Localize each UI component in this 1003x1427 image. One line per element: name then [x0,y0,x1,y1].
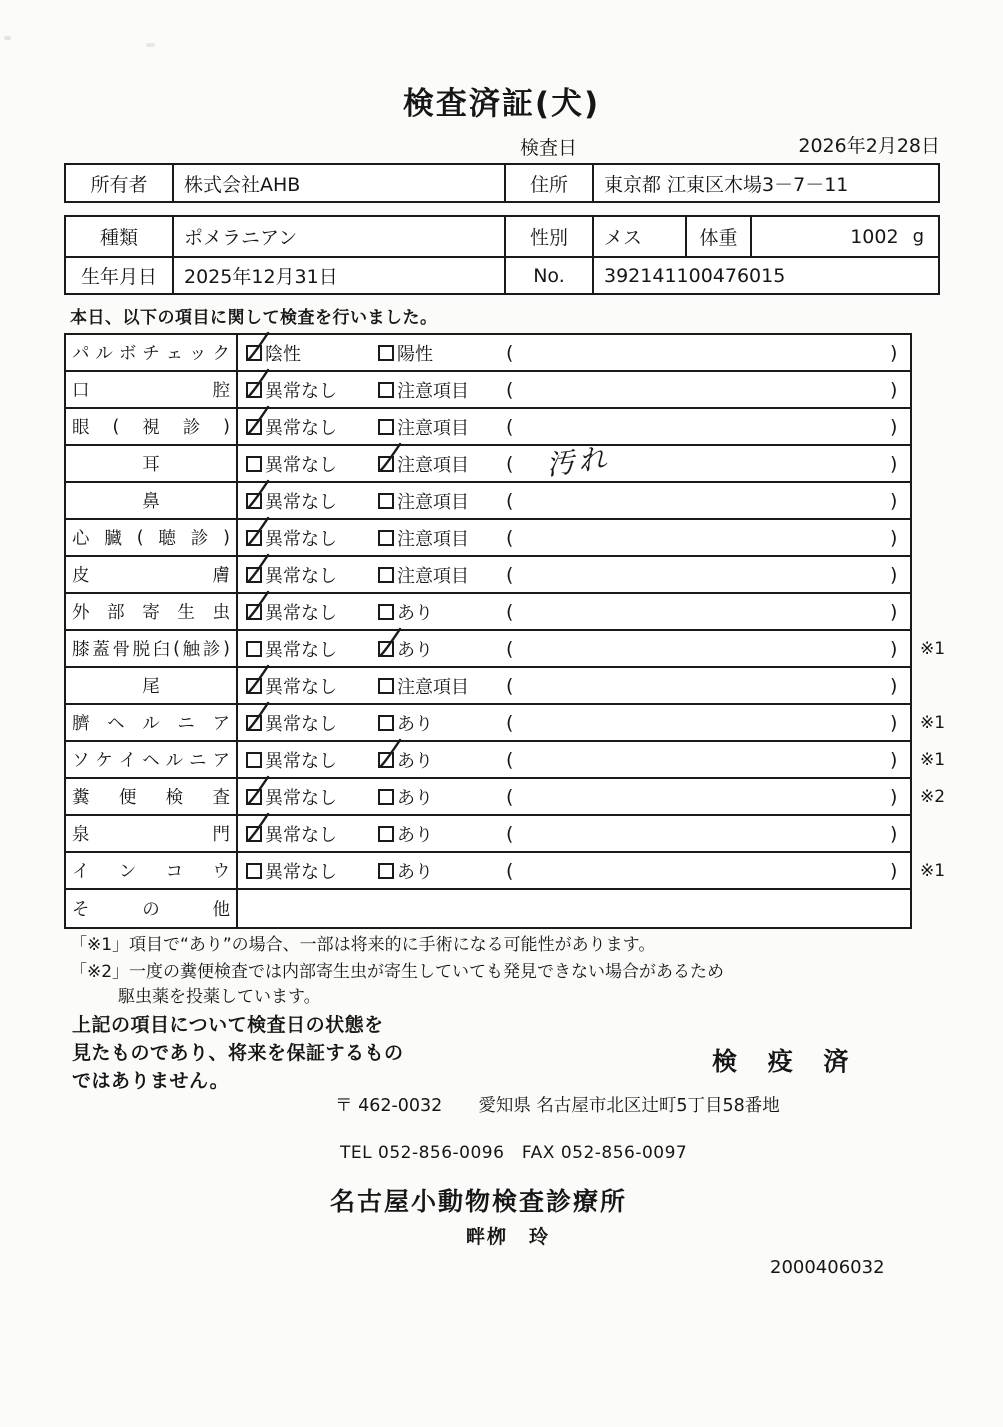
inspection-table [64,333,946,929]
checkbox-unchecked-icon [378,567,394,583]
checkbox-option-label: 陰性 [265,343,301,365]
footnote-1: 「※1」項目で“あり”の場合、一部は将来的に手術になる可能性があります。 [70,935,656,955]
paren-close: ) [890,415,898,438]
checkbox-option-label: 異常なし [265,639,337,661]
checkbox-unchecked-icon [378,826,394,842]
inspection-item-label: イ ン コ ウ [66,853,238,888]
inspection-row-content [238,520,910,555]
checkbox-option-label: 異常なし [265,750,337,772]
weight-unit: g [912,226,924,247]
checkbox-unchecked-icon [378,382,394,398]
checkbox-checked-icon [246,567,262,583]
checkbox-option [378,372,469,407]
paren-close: ) [890,526,898,549]
checkbox-option-label: 注意項目 [397,528,469,550]
paren-close: ) [890,785,898,808]
scan-artifact [4,36,11,40]
paren-close: ) [890,563,898,586]
paren-close: ) [890,859,898,882]
inspection-row [66,705,946,742]
checkbox-option [246,594,337,629]
inspection-item-label: 耳 [66,446,238,481]
paren-open: ( [506,748,514,771]
clinic-address-row [335,1092,780,1117]
checkbox-option-label: 異常なし [265,824,337,846]
inspection-item-label: パ ル ボ チ ェ ッ ク [66,335,238,370]
checkbox-option-label: 異常なし [265,602,337,624]
checkbox-checked-icon [246,604,262,620]
weight-label: 体重 [685,217,750,256]
checkbox-option [246,557,337,592]
checkbox-checked-icon [378,456,394,472]
owner-value: 株式会社AHB [172,165,504,201]
checkbox-option-label: あり [397,639,433,661]
paren-close: ) [890,822,898,845]
inspection-row [66,594,910,631]
tel-fax: TEL 052-856-0096 FAX 052-856-0097 [340,1143,688,1163]
paren-close: ) [890,674,898,697]
checkbox-option [378,446,469,481]
checkbox-checked-icon [246,715,262,731]
checkbox-unchecked-icon [378,345,394,361]
paren-open: ( [506,637,514,660]
paren-close: ) [890,452,898,475]
checkbox-checked-icon [246,419,262,435]
weight-value-cell [750,217,938,256]
exam-date-label: 検査日 [520,137,578,159]
paren-close: ) [890,600,898,623]
birth-label: 生年月日 [80,266,157,288]
paren-open: ( [506,859,514,882]
checkbox-unchecked-icon [378,493,394,509]
animal-table [64,215,940,295]
footnote-mark: ※2 [920,786,946,807]
inspection-row [66,520,910,557]
inspection-row [66,631,946,668]
checkbox-option-label: 注意項目 [397,454,469,476]
footnote-mark: ※1 [920,638,946,659]
checkbox-option [246,816,337,851]
inspection-row [66,816,910,853]
paren-close: ) [890,341,898,364]
inspection-row-content [238,668,910,703]
breed-label: 種類 [99,227,138,249]
inspection-row [66,441,910,483]
checkbox-option [246,520,337,555]
weight-value: 1002 [850,225,899,248]
disclaimer-line1: 上記の項目について検査日の状態を [72,1014,384,1036]
checkbox-option-label: 注意項目 [397,676,469,698]
disclaimer-line3: ではありません。 [72,1070,230,1092]
checkbox-option [378,742,433,777]
checkbox-unchecked-icon [246,456,262,472]
checkbox-option [378,483,469,518]
checkbox-checked-icon [378,641,394,657]
checkbox-option [378,557,469,592]
checkbox-option [378,335,433,370]
checkbox-option [246,705,337,740]
checkbox-option-label: 注意項目 [397,565,469,587]
checkbox-unchecked-icon [378,678,394,694]
inspection-item-label: ソ ケ イ ヘ ル ニ ア [66,742,238,777]
inspection-row-content [238,742,910,777]
address-label: 住所 [504,165,592,201]
checkbox-option [378,409,469,444]
checkbox-option-label: 異常なし [265,713,337,735]
clinic-name: 名古屋小動物検査診療所 [330,1187,628,1216]
checkbox-option [378,779,433,814]
exam-date-value: 2026年2月28日 [798,135,940,157]
scan-artifact [146,43,155,47]
checkbox-option-label: 異常なし [265,417,337,439]
checkbox-option [246,631,337,666]
paren-open: ( [506,785,514,808]
checkbox-unchecked-icon [246,752,262,768]
inspection-row-content [238,705,910,740]
paren-close: ) [890,748,898,771]
checkbox-checked-icon [378,752,394,768]
checkbox-option [246,446,337,481]
checkbox-option-label: 異常なし [265,861,337,883]
footnote-2-line2: 駆虫薬を投薬しています。 [118,987,321,1007]
serial-number: 2000406032 [770,1257,885,1278]
paren-open: ( [506,452,514,475]
paren-open: ( [506,415,514,438]
footnote-mark: ※1 [920,749,946,770]
paren-open: ( [506,378,514,401]
checkbox-option-label: 注意項目 [397,380,469,402]
paren-open: ( [506,674,514,697]
inspection-item-label: 外 部 寄 生 虫 [66,594,238,629]
paren-open: ( [506,563,514,586]
sex-value: メス [592,217,685,256]
handwritten-note: 汚れ [544,441,612,482]
checkbox-option [246,853,337,888]
inspection-row-content [238,441,910,482]
examiner-name: 畔栁 玲 [466,1226,551,1248]
inspection-row [66,890,910,927]
checkbox-option [378,594,433,629]
clinic-address: 愛知県 名古屋市北区辻町5丁目58番地 [478,1096,780,1116]
inspection-row [66,853,946,890]
owner-table [64,163,940,203]
paren-close: ) [890,489,898,512]
footnote-mark: ※1 [920,860,946,881]
paren-close: ) [890,711,898,734]
certificate-no-label: No. [504,258,592,293]
inspection-row-content [238,890,910,927]
checkbox-option-label: 異常なし [265,787,337,809]
paren-open: ( [506,489,514,512]
checkbox-option-label: あり [397,750,433,772]
checkbox-option-label: 異常なし [265,491,337,513]
inspection-row [66,668,910,705]
checkbox-checked-icon [246,678,262,694]
disclaimer-line2: 見たものであり、将来を保証するもの [72,1042,404,1064]
inspection-row-content [238,853,910,888]
checkbox-option-label: 異常なし [265,528,337,550]
checkbox-option-label: 異常なし [265,454,337,476]
inspection-row-content [238,557,910,592]
checkbox-option-label: あり [397,713,433,735]
checkbox-unchecked-icon [246,641,262,657]
inspection-row [66,742,946,779]
inspection-item-label: 膝 蓋 骨 脱 臼 ( 触 診 ) [66,631,238,666]
inspection-item-label: 皮 膚 [66,557,238,592]
paren-open: ( [506,822,514,845]
checkbox-unchecked-icon [378,863,394,879]
checkbox-checked-icon [246,530,262,546]
checkbox-option-label: 注意項目 [397,491,469,513]
checkbox-unchecked-icon [246,863,262,879]
inspection-row-content [238,631,910,666]
quarantine-stamp: 検 疫 済 [712,1047,860,1076]
inspection-row [66,557,910,594]
checkbox-option [378,816,433,851]
checkbox-option [246,483,337,518]
inspection-row-content [238,483,910,518]
inspection-item-label: 眼 ( 視 診 ) [66,409,238,444]
inspection-row-content [238,779,910,814]
inspection-row [66,335,910,372]
inspection-item-label: 鼻 [66,483,238,518]
inspection-row-content [238,816,910,851]
inspection-row-content [238,335,910,370]
checkbox-option [378,668,469,703]
checkbox-option [378,853,433,888]
checkbox-unchecked-icon [378,789,394,805]
checkbox-option-label: 陽性 [397,343,433,365]
checkbox-option [246,372,337,407]
checkbox-option [378,520,469,555]
inspection-item-label: そ の 他 [66,890,238,927]
paren-open: ( [506,600,514,623]
address-value: 東京都 江東区木場3－7－11 [592,165,938,201]
checkbox-option [246,335,301,370]
inspection-item-label: 口 腔 [66,372,238,407]
inspection-row-content [238,409,910,444]
inspection-row [66,779,946,816]
checkbox-checked-icon [246,382,262,398]
checkbox-checked-icon [246,493,262,509]
checkbox-option [378,705,433,740]
inspection-row [66,409,910,446]
inspection-item-label: 尾 [66,668,238,703]
checkbox-option [246,779,337,814]
checkbox-checked-icon [246,826,262,842]
sex-label: 性別 [504,217,592,256]
checkbox-option-label: 注意項目 [397,417,469,439]
checkbox-option-label: 異常なし [265,380,337,402]
statement-text: 本日、以下の項目に関して検査を行いました。 [70,308,438,328]
checkbox-option-label: あり [397,787,433,809]
paren-open: ( [506,341,514,364]
inspection-item-label: 臍 ヘ ル ニ ア [66,705,238,740]
inspection-row-content [238,594,910,629]
birth-value: 2025年12月31日 [172,258,504,293]
checkbox-checked-icon [246,345,262,361]
owner-label: 所有者 [90,173,148,196]
page-title: 検査済証(犬) [402,86,601,122]
paren-close: ) [890,378,898,401]
checkbox-option-label: あり [397,602,433,624]
checkbox-option [378,631,433,666]
checkbox-option-label: 異常なし [265,565,337,587]
checkbox-unchecked-icon [378,530,394,546]
checkbox-unchecked-icon [378,419,394,435]
inspection-item-label: 糞 便 検 査 [66,779,238,814]
footnote-2-line1: 「※2」一度の糞便検査では内部寄生虫が寄生していても発見できない場合があるため [70,962,725,982]
postal-code: 〒 462-0032 [335,1096,443,1116]
certificate-no-value: 392141100476015 [592,258,938,293]
paren-open: ( [506,526,514,549]
inspection-item-label: 泉 門 [66,816,238,851]
paren-open: ( [506,711,514,734]
breed-value: ポメラニアン [172,217,504,256]
checkbox-unchecked-icon [378,715,394,731]
checkbox-unchecked-icon [378,604,394,620]
checkbox-option [246,409,337,444]
inspection-row [66,372,910,409]
checkbox-option-label: あり [397,824,433,846]
paren-close: ) [890,637,898,660]
checkbox-option [246,742,337,777]
checkbox-option-label: あり [397,861,433,883]
checkbox-checked-icon [246,789,262,805]
inspection-row [66,483,910,520]
checkbox-option [246,668,337,703]
footnote-mark: ※1 [920,712,946,733]
inspection-item-label: 心 臓 ( 聴 診 ) [66,520,238,555]
inspection-row-content [238,372,910,407]
checkbox-option-label: 異常なし [265,676,337,698]
